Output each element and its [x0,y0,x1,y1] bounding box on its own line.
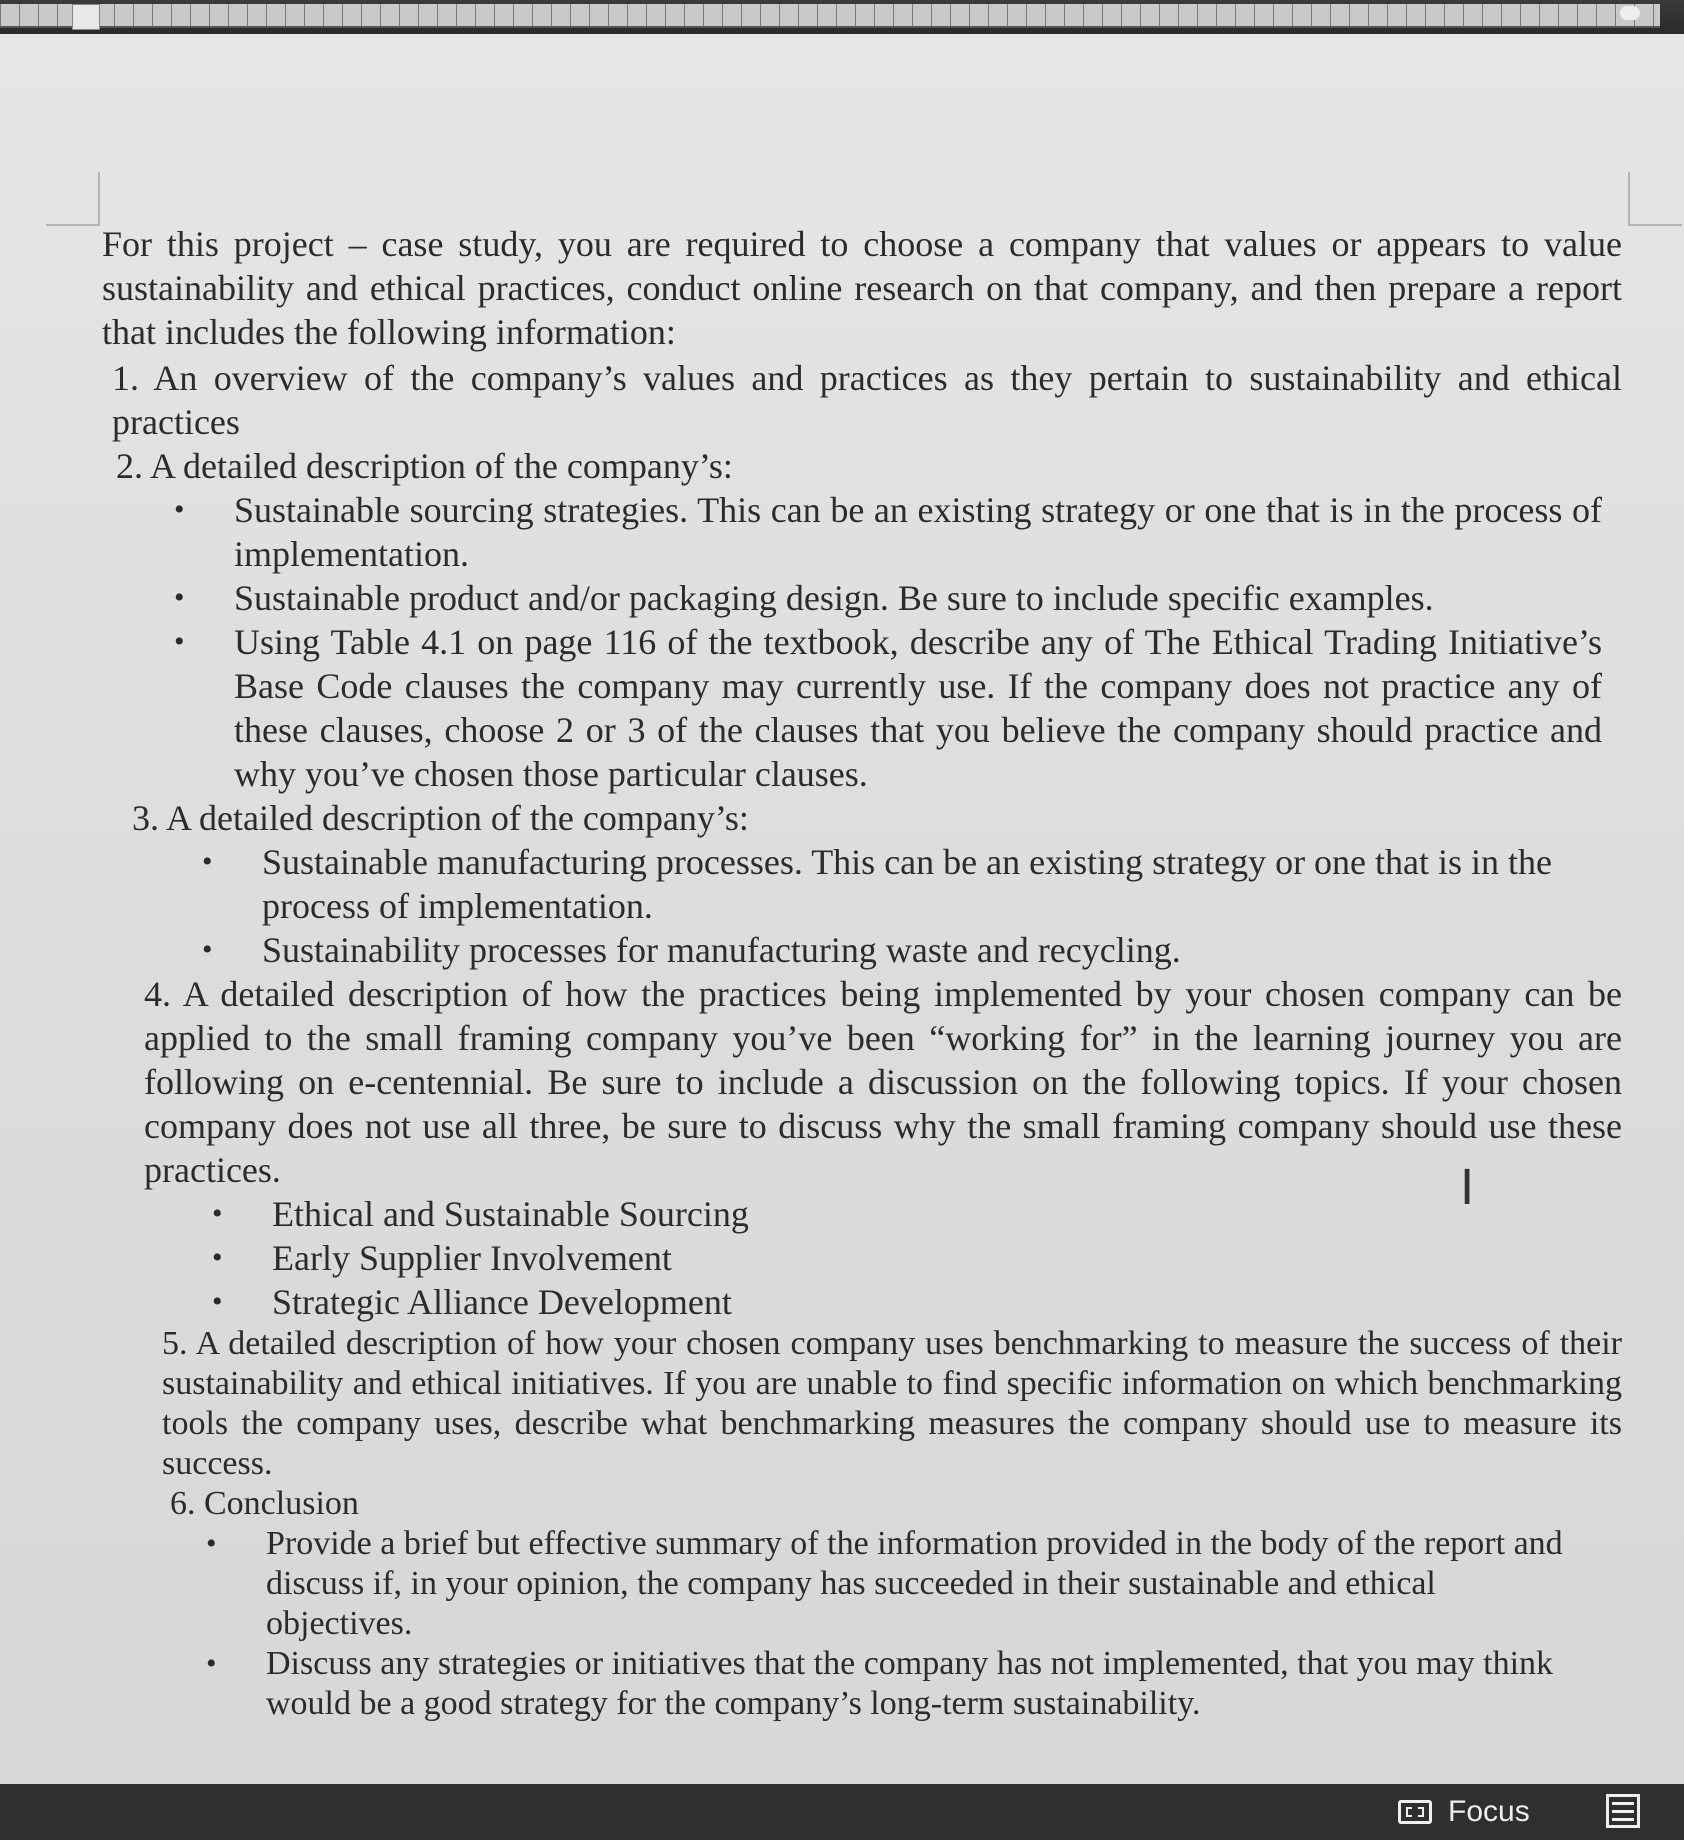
ruler-right-margin-handle[interactable] [1620,6,1640,20]
intro-paragraph: For this project – case study, you are required to choose a company that values or appears to value sustainability and ethical practices, conduct online research on that company, and then prepare a report that includes the following information: [102,224,1622,352]
item-5: 5. A detailed description of how your chosen company uses benchmarking to measure the success of their sustainability and ethical initiatives. If you are unable to find specific information on which benchmarking tools the company uses, describe what benchmarking measures the company should use to measure its success. [162,1325,1622,1482]
item-2: 2. A detailed description of the company’s: [116,446,733,486]
print-layout-icon[interactable] [1606,1794,1640,1828]
item-4-bullet-3: • Strategic Alliance Development [212,1280,1622,1324]
item-6-bullet-1: • Provide a brief but effective summary of the information provided in the body of the report and discuss if, in your opinion, the company has succeeded in their sustainable and ethical objectives. [206,1524,1582,1644]
text-cursor-icon: I [1460,1160,1475,1216]
focus-button[interactable] [1398,1792,1530,1832]
item-4: 4. A detailed description of how the practices being implemented by your chosen company can be applied to the small framing company you’ve been “working for” in the learning journey you are following on e-centennial. Be sure to include a discussion on the following topics. If your chosen company does not use all three, be sure to discuss why the small framing company should use these practices. [144,974,1622,1190]
horizontal-ruler[interactable] [0,4,1660,28]
item-6-bullet-2: • Discuss any strategies or initiatives that the company has not implemented, that you may think would be a good strategy for the company’s long-term sustainability. [206,1644,1582,1724]
crop-mark-left [46,172,100,226]
item-6: 6. Conclusion [170,1485,359,1522]
item-2-bullet-1: • Sustainable sourcing strategies. This can be an existing strategy or one that is in the process of implementation. [174,488,1602,576]
item-4-bullet-2: • Early Supplier Involvement [212,1236,1622,1280]
item-2-bullet-2: • Sustainable product and/or packaging design. Be sure to include specific examples. [174,576,1602,620]
item-2-bullet-3: • Using Table 4.1 on page 116 of the textbook, describe any of The Ethical Trading Initiative’s Base Code clauses the company may currently use. If the company does not practice any of these clauses, choose 2 or 3 of the clauses that you believe the company should practice and why you’ve chosen those particular clauses. [174,620,1602,796]
status-bar [0,1784,1684,1840]
item-1: 1. An overview of the company’s values and practices as they pertain to sustainability and ethical practices [112,358,1622,442]
document-body[interactable] [102,222,1622,1724]
item-3-bullet-1: • Sustainable manufacturing processes. This can be an existing strategy or one that is in the process of implementation. [202,840,1622,928]
ruler-indent-marker[interactable] [72,4,100,30]
ruler-bar [0,0,1684,34]
item-4-bullet-1: • Ethical and Sustainable Sourcing [212,1192,1622,1236]
focus-icon [1398,1800,1432,1824]
item-3-bullet-2: • Sustainability processes for manufacturing waste and recycling. [202,928,1622,972]
item-3: 3. A detailed description of the company’s: [132,798,749,838]
focus-label: Focus [1448,1795,1530,1828]
crop-mark-right [1628,172,1682,226]
